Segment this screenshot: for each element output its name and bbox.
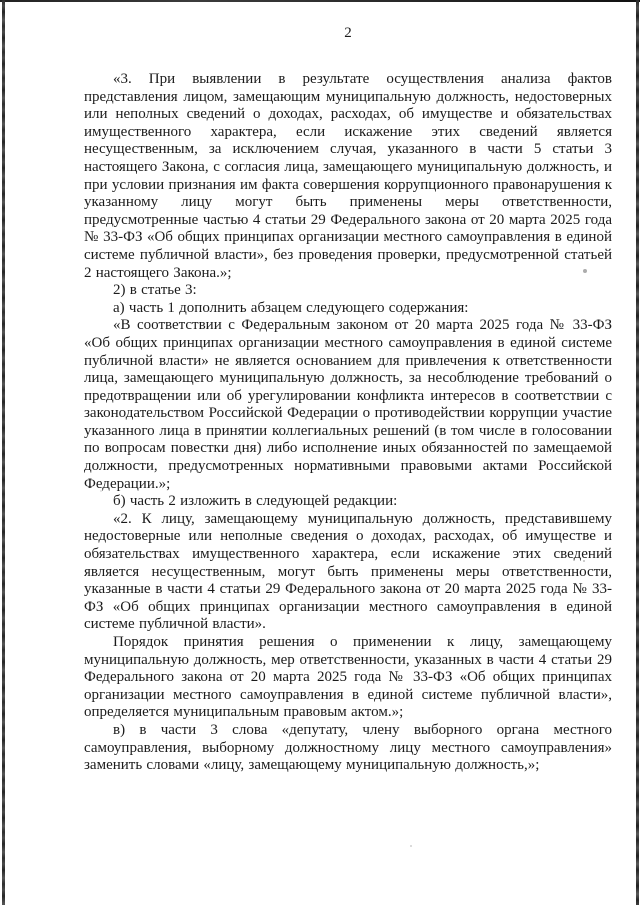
scan-border-top: [0, 0, 640, 2]
paragraph: б) часть 2 изложить в следующей редакции:: [113, 493, 398, 510]
paragraph: Порядок принятия решения о применении к лицу, замещающему муниципальную должность, мер ответственности, указанных в части 4 статьи 29 Федерального закона от 20 марта 2025 года № 33-ФЗ «Об общих принципах организации местного самоуправления в единой системе публичной власти», определяется муниципальным правовым актом.»;: [84, 634, 612, 721]
paragraph: «2. К лицу, замещающему муниципальную должность, представившему недостоверные или неполные сведения о доходах, расходах, об имуществе и обязательствах имущественного характера, если искажение этих сведений является несущественным, могут быть применены меры ответственности, указанные в части 4 статьи 29 Федерального закона от 20 марта 2025 года № 33-ФЗ «Об общих принципах организации местного самоуправления в единой системе публичной власти».: [84, 510, 612, 633]
paragraph: 2) в статье 3:: [113, 282, 197, 299]
page-number: 2: [344, 25, 352, 41]
paragraph: а) часть 1 дополнить абзацем следующего содержания:: [113, 299, 469, 316]
scan-border-right: [636, 0, 639, 905]
document-body: [84, 71, 612, 775]
paragraph: «3. При выявлении в результате осуществления анализа фактов представления лицом, замещающим муниципальную должность, недостоверных или неполных сведений о доходах, расходах, об имуществе и обязательствах имущественного характера, если искажение этих сведений является несущественным, за исключением случая, указанного в части 5 статьи 3 настоящего Закона, с согласия лица, замещающего муниципальную должность, и при условии признания им факта совершения коррупционного правонарушения к указанному лицу могут быть применены меры ответственности, предусмотренные частью 4 статьи 29 Федерального закона от 20 марта 2025 года № 33-ФЗ «Об общих принципах организации местного самоуправления в единой системе публичной власти», без проведения проверки, предусмотренной статьей 2 настоящего Закона.»;: [84, 71, 612, 281]
paragraph: в) в части 3 слова «депутату, члену выборного органа местного самоуправления, выборному должностному лицу местного самоуправления» заменить словами «лицу, замещающему муниципальную должность,»;: [84, 721, 612, 774]
scan-border-left: [2, 0, 5, 905]
scan-noise-speckles: [0, 0, 2, 2]
paragraph: «В соответствии с Федеральным законом от 20 марта 2025 года № 33-ФЗ «Об общих принципах организации местного самоуправления в единой системе публичной власти» не является основанием для привлечения к ответственности лица, замещающего муниципальную должность, за несоблюдение требований о предотвращении или об урегулировании конфликта интересов в соответствии с законодательством Российской Федерации о противодействии коррупции участие указанного лица в принятии коллегиальных решений (в том числе в голосовании по вопросам повестки дня) либо исполнение иных обязанностей по замещаемой должности, предусмотренных нормативными правовыми актами Российской Федерации.»;: [84, 317, 612, 492]
